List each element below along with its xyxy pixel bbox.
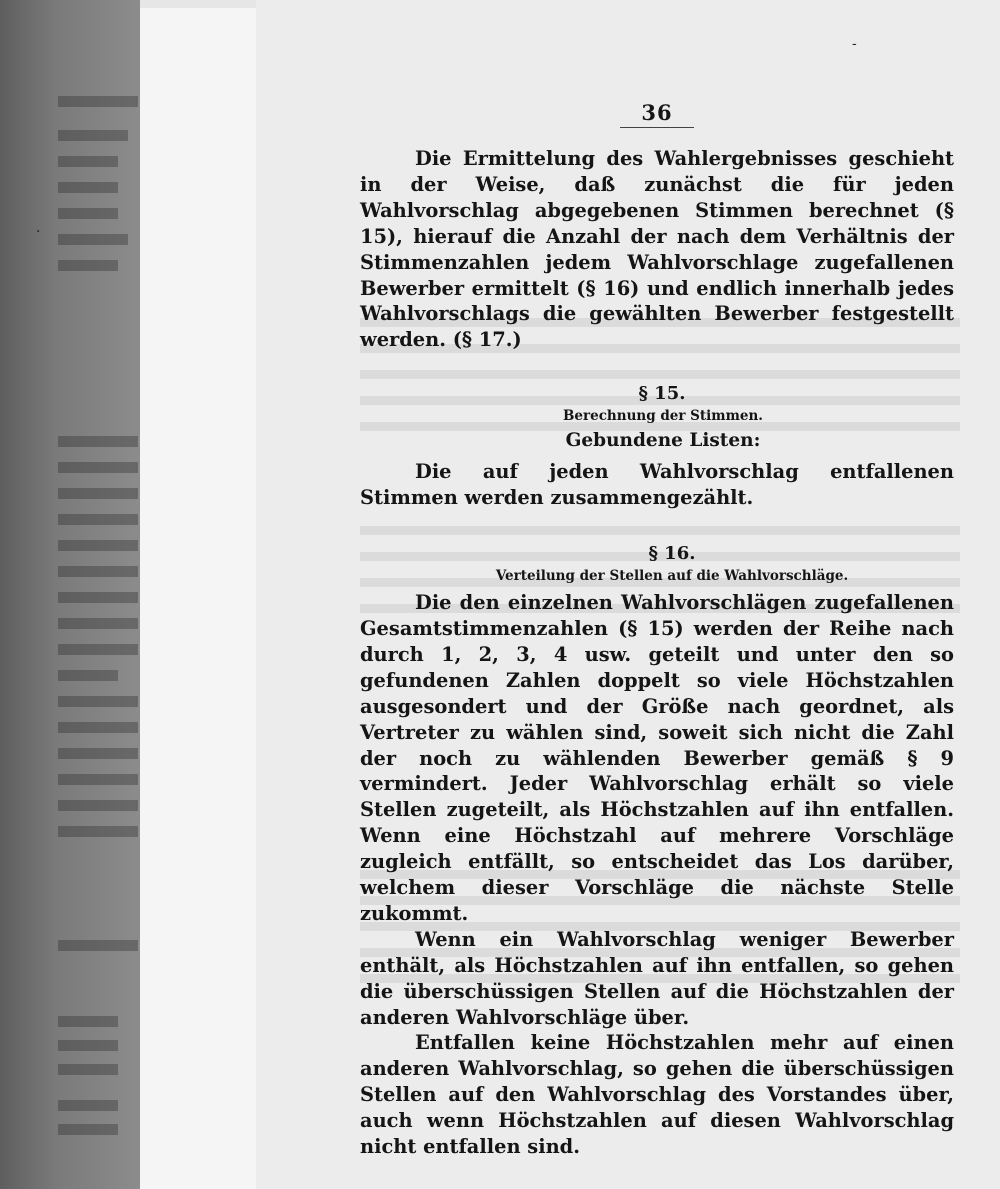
- bleed-line: [58, 940, 138, 951]
- section-15-title: Berechnung der Stimmen.: [563, 408, 763, 425]
- bleed-line: [58, 566, 138, 577]
- scan-speck: ·: [36, 224, 41, 240]
- section-16-paragraph-1: Die den einzelnen Wahlvorschlägen zugefallenen Gesamtstimmenzahlen (§ 15) werden der Reihe nach durch 1, 2, 3, 4 usw. geteilt und unter den so gefundenen Zahlen doppelt so viele Höchstzahlen ausgesondert und der Größe nach geordnet, als Vertreter zu wählen sind, soweit sich nicht die Zahl der noch zu wählenden Bewerber gemäß § 9 vermindert. Jeder Wahlvorschlag erhält so viele Stellen zugeteilt, als Höchstzahlen auf ihn entfallen. Wenn eine Höchstzahl auf mehrere Vorschläge zugleich entfällt, so entscheidet das Los darüber, welchem dieser Vorschläge die nächste Stelle zukommt.: [360, 591, 954, 925]
- scan-left-edge: [0, 0, 140, 1189]
- bleed-line: [58, 96, 138, 107]
- bleed-line: [58, 644, 138, 655]
- bleed-line: [58, 488, 138, 499]
- scan-speck: -: [852, 36, 857, 52]
- section-15-paragraph: Die auf jeden Wahlvorschlag entfallenen Stimmen werden zusammengezählt.: [360, 460, 954, 510]
- page-number-rule: [620, 127, 694, 128]
- section-16-paragraph-3: Entfallen keine Höchstzahlen mehr auf einen anderen Wahlvorschlag, so gehen die überschüssigen Stellen auf den Wahlvorschlag des Vorstandes über, auch wenn Höchstzahlen auf diesen Wahlvorschlag nicht entfallen sind.: [360, 1031, 954, 1159]
- section-15-subtitle: Gebundene Listen:: [565, 430, 761, 452]
- section-16-number: § 16.: [648, 543, 696, 565]
- bleed-line: [58, 156, 118, 167]
- bleed-line: [58, 514, 138, 525]
- bleed-line: [58, 748, 138, 759]
- bleed-line: [58, 774, 138, 785]
- bleed-line: [58, 1040, 118, 1051]
- bleed-line: [58, 592, 138, 603]
- bleed-line: [58, 1016, 118, 1027]
- bleed-line: [58, 618, 138, 629]
- bleed-line: [58, 540, 138, 551]
- intro-paragraph: Die Ermittelung des Wahlergebnisses geschieht in der Weise, daß zunächst die für jeden Wahlvorschlag abgegebenen Stimmen berechnet (§ 15), hierauf die Anzahl der nach dem Verhältnis der Stimmenzahlen jedem Wahlvorschlage zugefallenen Bewerber ermittelt (§ 16) und endlich innerhalb jedes Wahlvorschlags die gewählten Bewerber festgestellt werden. (§ 17.): [360, 147, 954, 352]
- bleed-line: [58, 696, 138, 707]
- bleed-line: [58, 1064, 118, 1075]
- bleed-line: [58, 182, 118, 193]
- bleed-line: [58, 208, 118, 219]
- bleed-line: [58, 234, 128, 245]
- bleed-line: [58, 1100, 118, 1111]
- bleed-line: [58, 130, 128, 141]
- bleed-line: [58, 462, 138, 473]
- bleed-line: [58, 1124, 118, 1135]
- page-number: 36: [641, 100, 673, 125]
- page-text: [360, 100, 954, 1160]
- bleed-line: [58, 826, 138, 837]
- page-margin: [140, 8, 256, 1189]
- bleed-line: [58, 670, 118, 681]
- section-16-paragraph-2: Wenn ein Wahlvorschlag weniger Bewerber enthält, als Höchstzahlen auf ihn entfallen, so gehen die überschüssigen Stellen auf die Höchstzahlen der anderen Wahlvorschläge über.: [360, 927, 954, 1029]
- bleed-line: [58, 722, 138, 733]
- bleed-line: [58, 260, 118, 271]
- bleed-line: [58, 800, 138, 811]
- section-15-number: § 15.: [638, 383, 686, 405]
- section-16-title: Verteilung der Stellen auf die Wahlvorschläge.: [495, 568, 849, 585]
- bleed-line: [58, 436, 138, 447]
